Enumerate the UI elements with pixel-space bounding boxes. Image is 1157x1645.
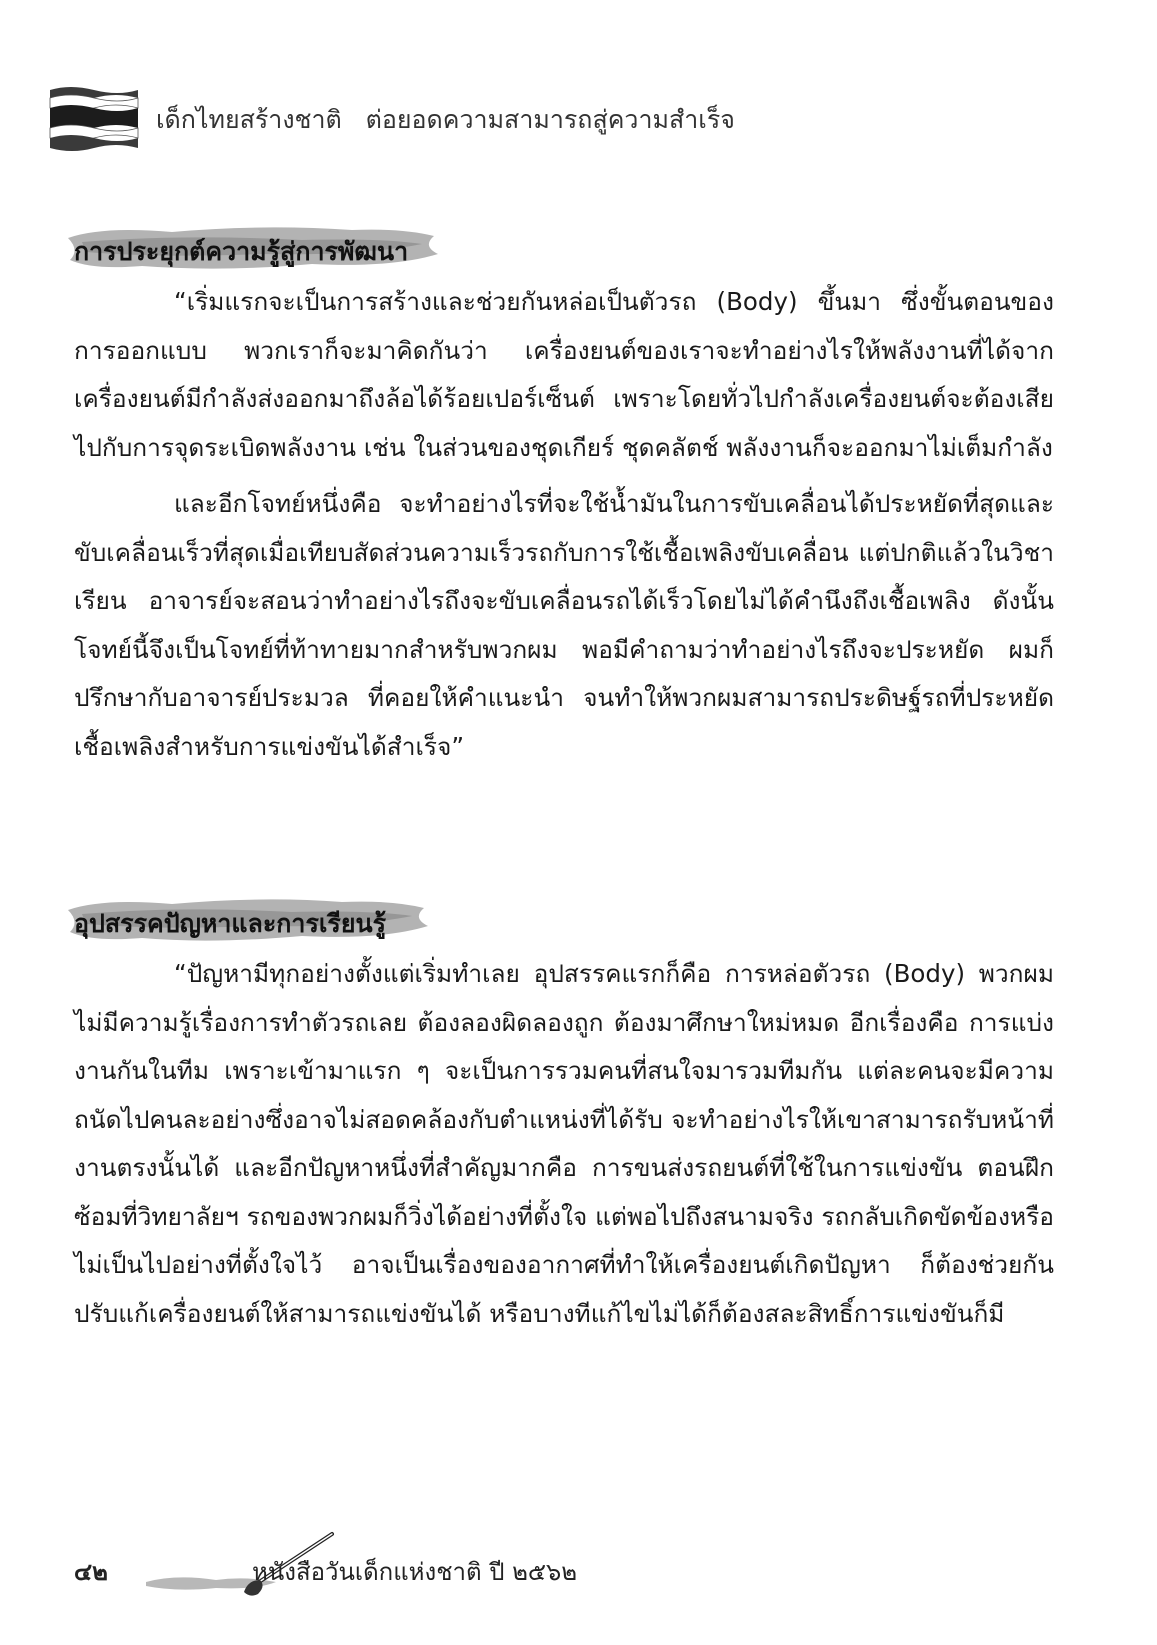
section-application: [74, 218, 1054, 771]
section-heading-block: [74, 218, 1054, 278]
page-number: ๔๒: [74, 1558, 108, 1586]
section-heading: อุปสรรคปัญหาและการเรียนรู้: [74, 909, 387, 938]
section-heading: การประยุกต์ความรู้สู่การพัฒนา: [74, 237, 409, 266]
page-header: [46, 78, 1106, 158]
body-paragraph: และอีกโจทย์หนึ่งคือ จะทำอย่างไรที่จะใช้น้ำมันในการขับเคลื่อนได้ประหยัดที่สุดและขับเคลื่อนเร็วที่สุดเมื่อเทียบสัดส่วนความเร็วรถกับการใช้เชื้อเพลิงขับเคลื่อน แต่ปกติแล้วในวิชาเรียน อาจารย์จะสอนว่าทำอย่างไรถึงจะขับเคลื่อนรถได้เร็วโดยไม่ได้คำนึงถึงเชื้อเพลิง ดังนั้น โจทย์นี้จึงเป็นโจทย์ที่ท้าทายมากสำหรับพวกผม พอมีคำถามว่าทำอย่างไรถึงจะประหยัด ผมก็ปรึกษากับอาจารย์ประมวล ที่คอยให้คำแนะนำ จนทำให้พวกผมสามารถประดิษฐ์รถที่ประหยัดเชื้อเพลิงสำหรับการแข่งขันได้สำเร็จ”: [74, 489, 1054, 761]
body-paragraph: “ปัญหามีทุกอย่างตั้งแต่เริ่มทำเลย อุปสรรคแรกก็คือ การหล่อตัวรถ (Body) พวกผมไม่มีความรู้เรื่องการทำตัวรถเลย ต้องลองผิดลองถูก ต้องมาศึกษาใหม่หมด อีกเรื่องคือ การแบ่งงานกันในทีม เพราะเข้ามาแรก ๆ จะเป็นการรวมคนที่สนใจมารวมทีมกัน แต่ละคนจะมีความถนัดไปคนละอย่างซึ่งอาจไม่สอดคล้องกับตำแหน่งที่ได้รับ จะทำอย่างไรให้เขาสามารถรับหน้าที่งานตรงนั้นได้ และอีกปัญหาหนึ่งที่สำคัญมากคือ การขนส่งรถยนต์ที่ใช้ในการแข่งขัน ตอนฝึกซ้อมที่วิทยาลัยฯ รถของพวกผมก็วิ่งได้อย่างที่ตั้งใจ แต่พอไปถึงสนามจริง รถกลับเกิดขัดข้องหรือไม่เป็นไปอย่างที่ตั้งใจไว้ อาจเป็นเรื่องของอากาศที่ทำให้เครื่องยนต์เกิดปัญหา ก็ต้องช่วยกันปรับแก้เครื่องยนต์ให้สามารถแข่งขันได้ หรือบางทีแก้ไขไม่ได้ก็ต้องสละสิทธิ์การแข่งขันก็มี: [74, 959, 1054, 1328]
thai-flag-icon: [46, 82, 142, 154]
page-footer: [74, 1530, 774, 1600]
section-heading-block: [74, 890, 1054, 950]
footer-title: หนังสือวันเด็กแห่งชาติ ปี ๒๕๖๒: [252, 1558, 578, 1586]
body-paragraph: “เริ่มแรกจะเป็นการสร้างและช่วยกันหล่อเป็นตัวรถ (Body) ขึ้นมา ซึ่งขั้นตอนของการออกแบบ พวกเราก็จะมาคิดกันว่า เครื่องยนต์ของเราจะทำอย่างไรให้พลังงานที่ได้จากเครื่องยนต์มีกำลังส่งออกมาถึงล้อได้ร้อยเปอร์เซ็นต์ เพราะโดยทั่วไปกำลังเครื่องยนต์จะต้องเสียไปกับการจุดระเบิดพลังงาน เช่น ในส่วนของชุดเกียร์ ชุดคลัตช์ พลังงานก็จะออกมาไม่เต็มกำลัง: [74, 287, 1054, 462]
running-header-title: เด็กไทยสร้างชาติ ต่อยอดความสามารถสู่ความสำเร็จ: [156, 105, 735, 134]
section-obstacles: [74, 890, 1054, 1338]
